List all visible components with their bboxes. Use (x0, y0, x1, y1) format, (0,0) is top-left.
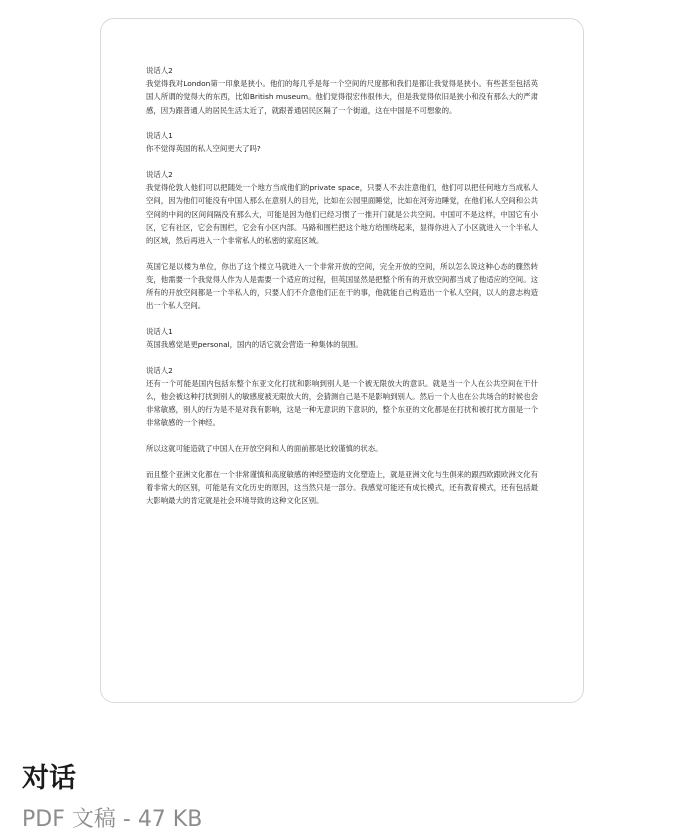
dialogue-text: 我觉得我对London第一印象是狭小。他们的每几乎是每一个空间的尺度都和我们是都让我觉得是狭小。有些甚至包括英国人所谓的觉得大的东西，比如British museum。他们觉得很宏伟很伟大，但是我觉得依旧是狭小和没有那么大的严肃感，因为跟普通人的居民生活太近了，就跟普通居民区隔了一个街道，这在中国是不可想象的。 (146, 79, 538, 115)
dialogue-text: 所以这就可能造就了中国人在开放空间和人的面前都是比较谨慎的状态。 (146, 444, 383, 454)
dialogue-text: 英国我感觉是更personal，国内的话它就会营造一种集体的氛围。 (146, 340, 363, 350)
speaker-label: 说话人2 (146, 66, 173, 75)
document-page (146, 64, 538, 520)
file-meta (22, 804, 202, 836)
dialogue-text: 英国它是以楼为单位，你出了这个楼立马就进入一个非常开放的空间，完全开放的空间，所以怎么说这种心态的骤然转变，他需要一个我觉得人作为人是需要一个适应的过程，但英国显然是把整个所有的开放空间都当成了他适应的空间。这所有的开放空间都是一个半私人的，只要人们不介意他们正在干的事，他就能自己构造出一个私人空间，以人的意志构造出一个私人空间。 (146, 261, 538, 311)
dialogue-block (146, 442, 538, 455)
file-type-label: PDF 文稿 (22, 807, 116, 832)
speaker-label: 说话人1 (146, 131, 173, 141)
file-size: 47 KB (137, 807, 203, 832)
dialogue-block (146, 260, 538, 313)
speaker-label: 说话人2 (146, 365, 173, 375)
meta-separator: - (122, 807, 131, 832)
dialogue-text: 我觉得伦敦人他们可以把随处一个地方当成他们的private space，只要人不去注意他们，他们可以把任何地方当成私人空间，因为他们可能没有中国人那么在意别人的目光，比如在公园里面睡觉，比如在河旁边睡觉，在他们私人空间和公共空间的中间的区间间隔没有那么大，可能是因为他们已经习惯了一推开门就是公共空间。中国可不是这样，中国它有小区，它有社区，它会有围栏，它会有小区内部。马路和围栏把这个地方给围绕起来，显得你进入了小区就进入一个半私人的区域，然后再进入一个非常私人的私密的家庭区域。 (146, 183, 538, 246)
speaker-label: 说话人1 (146, 326, 173, 336)
dialogue-block (146, 168, 538, 247)
dialogue-text: 你不觉得英国的私人空间更大了吗? (146, 144, 261, 154)
dialogue-text: 而且整个亚洲文化都在一个非常谨慎和高度敏感的神经塑造的文化塑造上，就是亚洲文化与生俱来的跟西欧跟欧洲文化有着非常大的区别，可能是有文化历史的原因，这当然只是一部分。我感觉可能还有成长模式，还有教育模式，还有包括最大影响最大的肯定就是社会环境导致的这种文化区别。 (146, 469, 538, 506)
speaker-label: 说话人2 (146, 170, 173, 179)
dialogue-block (146, 325, 538, 351)
dialogue-text: 还有一个可能是国内包括东整个东亚文化打扰和影响到别人是一个被无限放大的意识。就是当一个人在公共空间在干什么，他会被这种打扰到别人的敏感度被无限放大的，会猜测自己是不是影响到别人。然后一个人也在公共场合的时候也会非常敏感，别人的行为是不是对我有影响，这是一种无意识的下意识的，整个东亚的文化都是在打扰和被打扰方面是一个非常敏感的一个神经。 (146, 378, 538, 428)
dialogue-block (146, 64, 538, 117)
document-thumbnail[interactable] (100, 18, 584, 703)
dialogue-block (146, 129, 538, 155)
file-title: 对话 (22, 763, 76, 794)
dialogue-block (146, 468, 538, 508)
dialogue-block (146, 364, 538, 430)
